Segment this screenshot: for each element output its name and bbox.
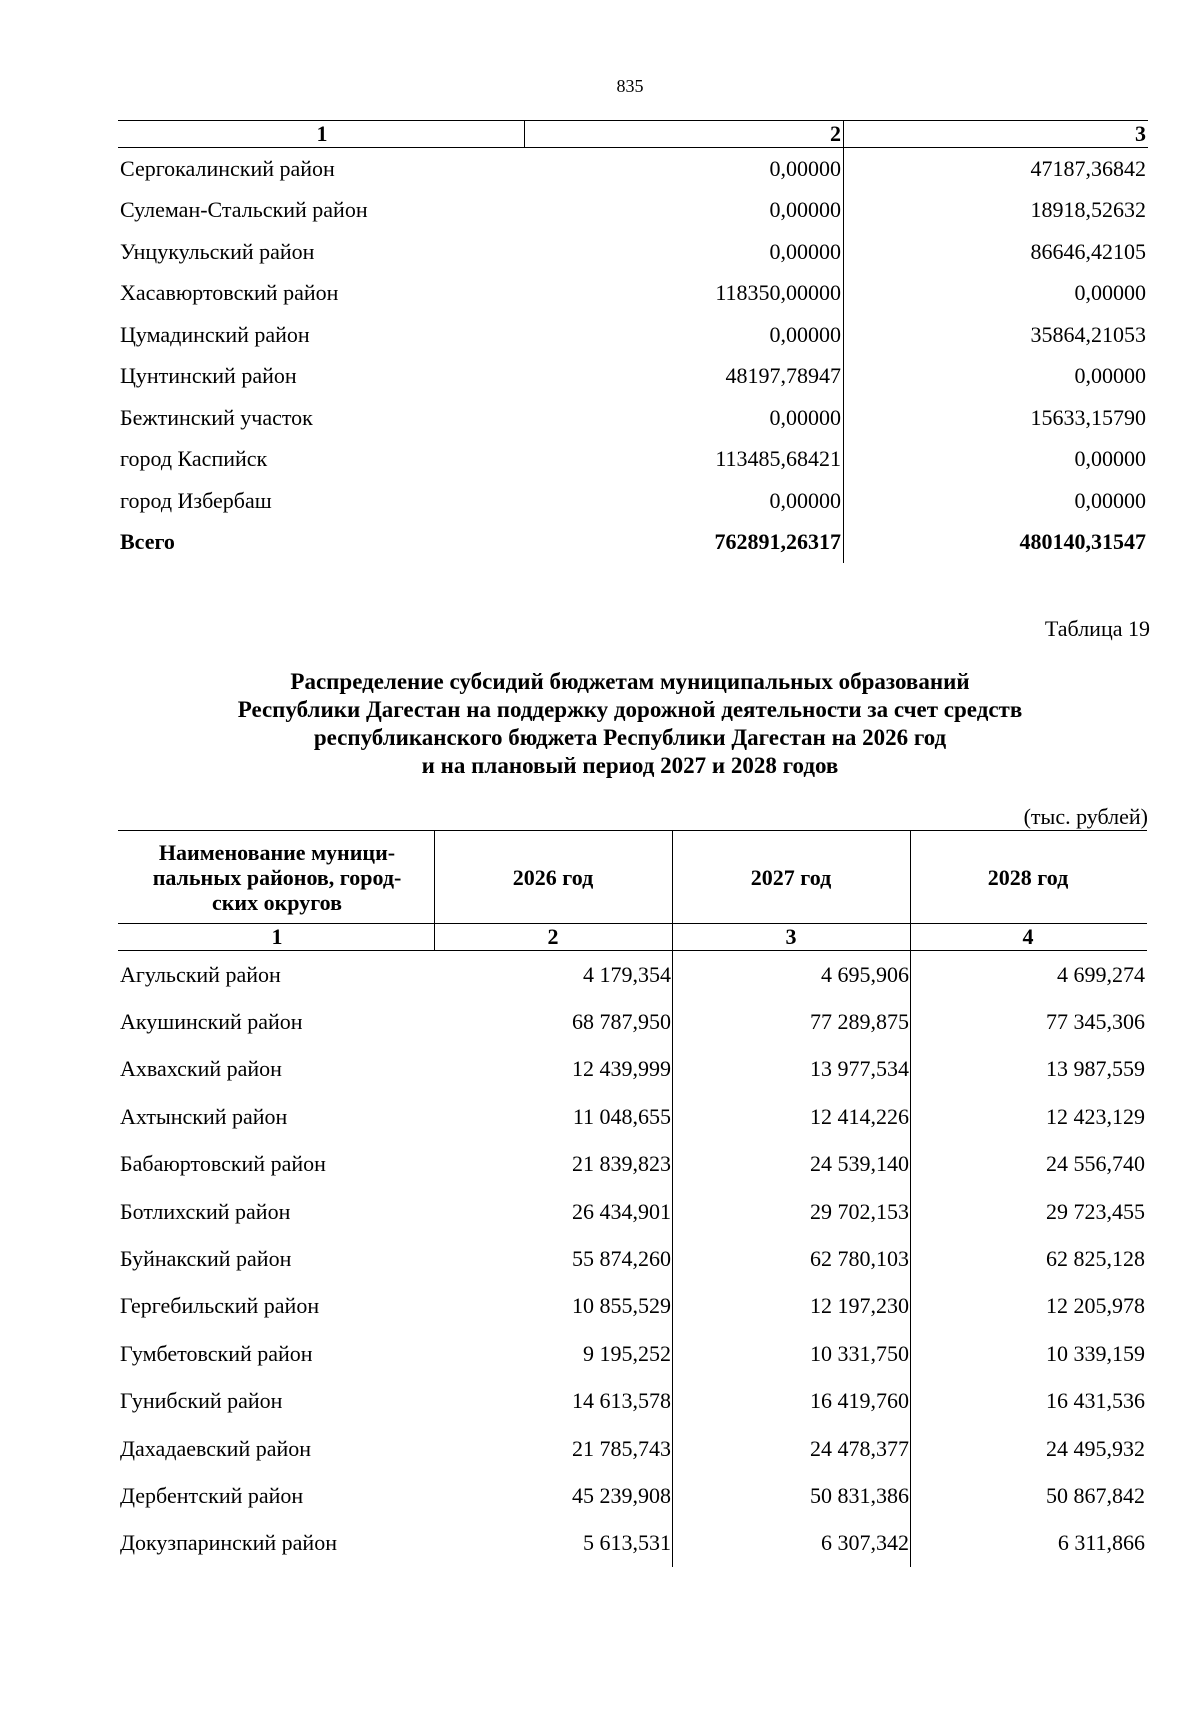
value-col2: 0,00000 (525, 231, 844, 273)
value-2027: 77 289,875 (673, 998, 911, 1045)
value-2027: 29 702,153 (673, 1188, 911, 1235)
district-name: Сулеман-Стальский район (120, 197, 368, 223)
header-2026: 2026 год (435, 831, 673, 924)
value-col2: 0,00000 (525, 397, 844, 439)
subsidy-table (118, 830, 1147, 1567)
value-2027: 10 331,750 (673, 1330, 911, 1377)
column-number-2: 2 (525, 121, 844, 148)
header-name (118, 831, 435, 924)
column-number-1: 1 (118, 121, 525, 148)
value-col3: 47187,36842 (1030, 155, 1146, 181)
value-2028: 62 825,128 (1046, 1246, 1145, 1272)
value-2027: 12 414,226 (673, 1093, 911, 1140)
table-row (118, 1141, 1147, 1188)
table-continuation (118, 120, 1148, 563)
header-name-line: ских округов (211, 889, 342, 915)
table-row (118, 273, 1148, 315)
value-2028: 4 699,274 (1057, 961, 1145, 987)
value-col3: 15633,15790 (1030, 404, 1146, 430)
district-name: Гумбетовский район (120, 1340, 313, 1366)
value-2027: 24 539,140 (673, 1141, 911, 1188)
table-row (118, 1046, 1147, 1093)
district-name: Цунтинский район (120, 363, 297, 389)
value-col3: 86646,42105 (1030, 238, 1146, 264)
column-number-1: 1 (118, 924, 435, 951)
value-2028: 50 867,842 (1046, 1482, 1145, 1508)
total-row (118, 522, 1148, 564)
district-name: Ахвахский район (120, 1056, 282, 1082)
column-number-4: 4 (911, 924, 1148, 951)
value-2026: 45 239,908 (435, 1472, 673, 1519)
value-2027: 6 307,342 (673, 1520, 911, 1567)
table-row (118, 397, 1148, 439)
value-2026: 55 874,260 (435, 1235, 673, 1282)
table-row (118, 439, 1148, 481)
value-col3: 18918,52632 (1030, 197, 1146, 223)
header-name-line: Наименование муници- (158, 839, 396, 865)
value-2027: 24 478,377 (673, 1425, 911, 1472)
value-2026: 10 855,529 (435, 1283, 673, 1330)
value-2027: 13 977,534 (673, 1046, 911, 1093)
value-2027: 4 695,906 (673, 951, 911, 999)
value-2026: 14 613,578 (435, 1378, 673, 1425)
district-name: Бабаюртовский район (120, 1151, 326, 1177)
value-col2: 0,00000 (525, 190, 844, 232)
district-name: Цумадинский район (120, 321, 310, 347)
value-2028: 6 311,866 (1057, 1530, 1145, 1556)
table-row (118, 1283, 1147, 1330)
value-2028: 12 205,978 (1046, 1293, 1145, 1319)
value-2026: 9 195,252 (435, 1330, 673, 1377)
district-name: Дахадаевский район (120, 1435, 312, 1461)
value-2027: 16 419,760 (673, 1378, 911, 1425)
header-2027: 2027 год (673, 831, 911, 924)
value-2028: 10 339,159 (1046, 1340, 1145, 1366)
total-col2: 762891,26317 (525, 522, 844, 564)
header-2028: 2028 год (911, 831, 1148, 924)
value-2026: 4 179,354 (435, 951, 673, 999)
value-col2: 0,00000 (525, 480, 844, 522)
table-row (118, 1520, 1147, 1567)
value-2028: 24 495,932 (1046, 1435, 1145, 1461)
table-row (118, 1093, 1147, 1140)
district-name: Агульский район (120, 961, 281, 987)
table-title (0, 668, 1200, 780)
table-row (118, 1378, 1147, 1425)
value-2028: 24 556,740 (1046, 1151, 1145, 1177)
title-line: республиканского бюджета Республики Дагестан на 2026 год (313, 725, 947, 750)
value-col2: 113485,68421 (525, 439, 844, 481)
value-2027: 62 780,103 (673, 1235, 911, 1282)
district-name: Дербентский район (120, 1482, 304, 1508)
district-name: Унцукульский район (120, 238, 315, 264)
header-name-line: пальных районов, город- (152, 864, 402, 890)
district-name: Буйнакский район (120, 1246, 292, 1272)
total-col3: 480140,31547 (1019, 529, 1146, 555)
table-row (118, 951, 1147, 999)
table-header-row (118, 831, 1147, 924)
district-name: Акушинский район (120, 1009, 303, 1035)
value-col2: 0,00000 (525, 314, 844, 356)
title-line: Распределение субсидий бюджетам муниципальных образований (290, 669, 970, 694)
value-2026: 5 613,531 (435, 1520, 673, 1567)
table-header-row (118, 121, 1148, 148)
table-row (118, 148, 1148, 190)
column-number-3: 3 (673, 924, 911, 951)
value-2026: 12 439,999 (435, 1046, 673, 1093)
table-row (118, 231, 1148, 273)
value-col2: 48197,78947 (525, 356, 844, 398)
table-row (118, 1425, 1147, 1472)
value-col3: 0,00000 (1074, 487, 1146, 513)
value-col3: 0,00000 (1074, 280, 1146, 306)
title-line: Республики Дагестан на поддержку дорожной деятельности за счет средств (237, 697, 1023, 722)
district-name: Докузпаринский район (120, 1530, 337, 1556)
value-2028: 16 431,536 (1046, 1388, 1145, 1414)
table-label: Таблица 19 (1044, 616, 1150, 641)
table-row (118, 1235, 1147, 1282)
value-2027: 12 197,230 (673, 1283, 911, 1330)
district-name: город Каспийск (120, 446, 268, 472)
value-2026: 21 785,743 (435, 1425, 673, 1472)
table-row (118, 356, 1148, 398)
table-row (118, 1472, 1147, 1519)
value-col3: 35864,21053 (1030, 321, 1146, 347)
value-2026: 21 839,823 (435, 1141, 673, 1188)
total-label: Всего (120, 529, 175, 555)
value-2028: 29 723,455 (1046, 1198, 1145, 1224)
page-number: 835 (616, 76, 644, 96)
units-label: (тыс. рублей) (1023, 804, 1148, 829)
column-number-3: 3 (844, 121, 1149, 148)
column-numbers-row (118, 924, 1147, 951)
district-name: Ахтынский район (120, 1103, 288, 1129)
district-name: Гунибский район (120, 1388, 283, 1414)
table-row (118, 1188, 1147, 1235)
value-col3: 0,00000 (1074, 446, 1146, 472)
value-2028: 77 345,306 (1046, 1009, 1145, 1035)
value-2026: 11 048,655 (435, 1093, 673, 1140)
table-row (118, 314, 1148, 356)
district-name: Ботлихский район (120, 1198, 291, 1224)
district-name: город Избербаш (120, 487, 272, 513)
value-col2: 118350,00000 (525, 273, 844, 315)
title-line: и на плановый период 2027 и 2028 годов (421, 753, 839, 778)
value-col3: 0,00000 (1074, 363, 1146, 389)
value-2028: 12 423,129 (1046, 1103, 1145, 1129)
district-name: Бежтинский участок (120, 404, 313, 430)
table-row (118, 480, 1148, 522)
district-name: Хасавюртовский район (120, 280, 339, 306)
value-2028: 13 987,559 (1046, 1056, 1145, 1082)
table-row (118, 1330, 1147, 1377)
value-2027: 50 831,386 (673, 1472, 911, 1519)
district-name: Гергебильский район (120, 1293, 320, 1319)
value-2026: 68 787,950 (435, 998, 673, 1045)
value-2026: 26 434,901 (435, 1188, 673, 1235)
table-row (118, 998, 1147, 1045)
district-name: Сергокалинский район (120, 155, 335, 181)
table-row (118, 190, 1148, 232)
column-number-2: 2 (435, 924, 673, 951)
value-col2: 0,00000 (525, 148, 844, 190)
